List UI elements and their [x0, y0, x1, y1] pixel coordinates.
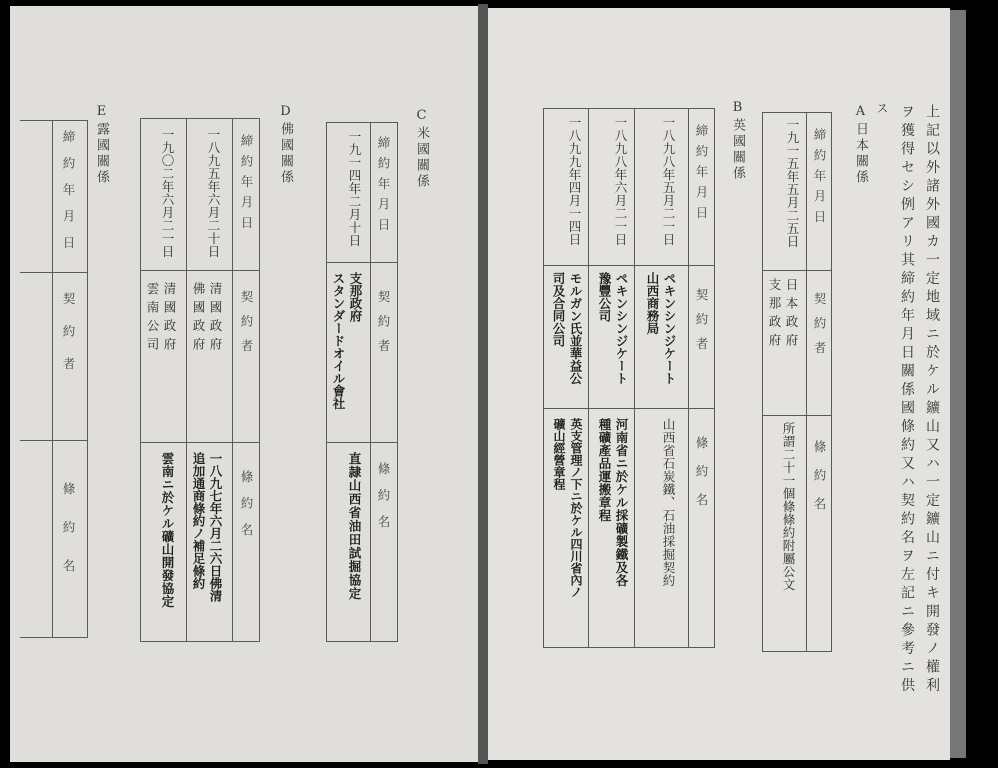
book-spine	[478, 4, 488, 764]
header-party: 契約者	[376, 290, 391, 364]
header-party: 契約者	[239, 290, 254, 364]
b-row1-party: ペキンシンジケート 山西商務局	[645, 272, 677, 385]
header-treaty: 條約名	[694, 436, 709, 522]
d-row2-treaty: 雲南ニ於ケル礦山開發協定	[160, 452, 175, 608]
d-row1-treaty: 一八九七年六月二六日佛清 追加通商條約ノ補足條約	[191, 452, 223, 602]
header-party: 契約者	[694, 288, 709, 362]
b-row3-party: モルガン氏並華益公 司及合同公司	[551, 272, 583, 385]
header-date: 締約年月日	[694, 124, 709, 227]
a-row-date: 一九一五年五月二五日	[785, 118, 800, 248]
header-treaty: 條約名	[61, 482, 76, 598]
a-row-treaty: 所謂二十一個條條約附屬公文	[781, 422, 796, 591]
section-a-title: A日本關係	[853, 104, 868, 186]
b-row1-date: 一八九八年五月二一日	[661, 116, 676, 246]
intro-line-3: ス	[875, 102, 889, 116]
section-d-title: D佛國關係	[278, 104, 293, 186]
page-edge	[950, 10, 966, 758]
d-row1-party: 清國政府 佛國政府	[191, 282, 223, 356]
header-treaty: 條約名	[812, 440, 827, 526]
c-row-treaty: 直隷山西省油田試掘協定	[347, 452, 362, 601]
intro-line-1: 上記以外諸外國カ一定地域ニ於ケル鑛山又ハ一定鑛山ニ付キ開發ノ權利	[924, 104, 940, 696]
header-date: 締約年月日	[812, 128, 827, 231]
table-e	[20, 120, 88, 638]
header-date: 締約年月日	[239, 134, 254, 237]
b-row2-treaty: 河南省ニ於ケル採礦製鐵及各 種礦產品運搬章程	[597, 418, 629, 587]
section-e-title: E露國關係	[94, 104, 109, 186]
c-row-date: 一九一四年二月十日	[347, 130, 362, 247]
d-row2-party: 清國政府 雲南公司	[145, 282, 177, 356]
c-row-party: 支那政府 スタンダードオイル會社	[331, 272, 363, 410]
section-c-title: C米國關係	[414, 108, 429, 190]
b-row1-treaty: 山西省石炭鐵、石油採掘契約	[661, 418, 676, 587]
b-row2-date: 一八九八年六月二一日	[613, 116, 628, 246]
d-row2-date: 一九〇二年六月二一日	[160, 128, 175, 258]
a-row-party: 日本政府 支那政府	[767, 278, 799, 352]
header-date: 締約年月日	[376, 136, 391, 239]
header-treaty: 條約名	[239, 470, 254, 550]
d-row1-date: 一八九五年六月二十日	[206, 128, 221, 258]
header-date: 締約年月日	[61, 130, 76, 263]
header-party: 契約者	[61, 292, 76, 390]
b-row3-treaty: 英支管理ノ下ニ於ケル四川省內ノ 礦山經營章程	[552, 418, 583, 598]
header-party: 契約者	[812, 292, 827, 366]
b-row3-date: 一八九九年四月一四日	[567, 116, 582, 246]
intro-line-2: ヲ獲得セシ例アリ其締約年月日關係國條約又ハ契約名ヲ左記ニ參考ニ供	[899, 104, 915, 696]
header-treaty: 條約名	[376, 462, 391, 542]
b-row2-party: ペキンシンジケート 豫豐公司	[597, 272, 629, 385]
section-b-title: B英國關係	[730, 100, 745, 182]
